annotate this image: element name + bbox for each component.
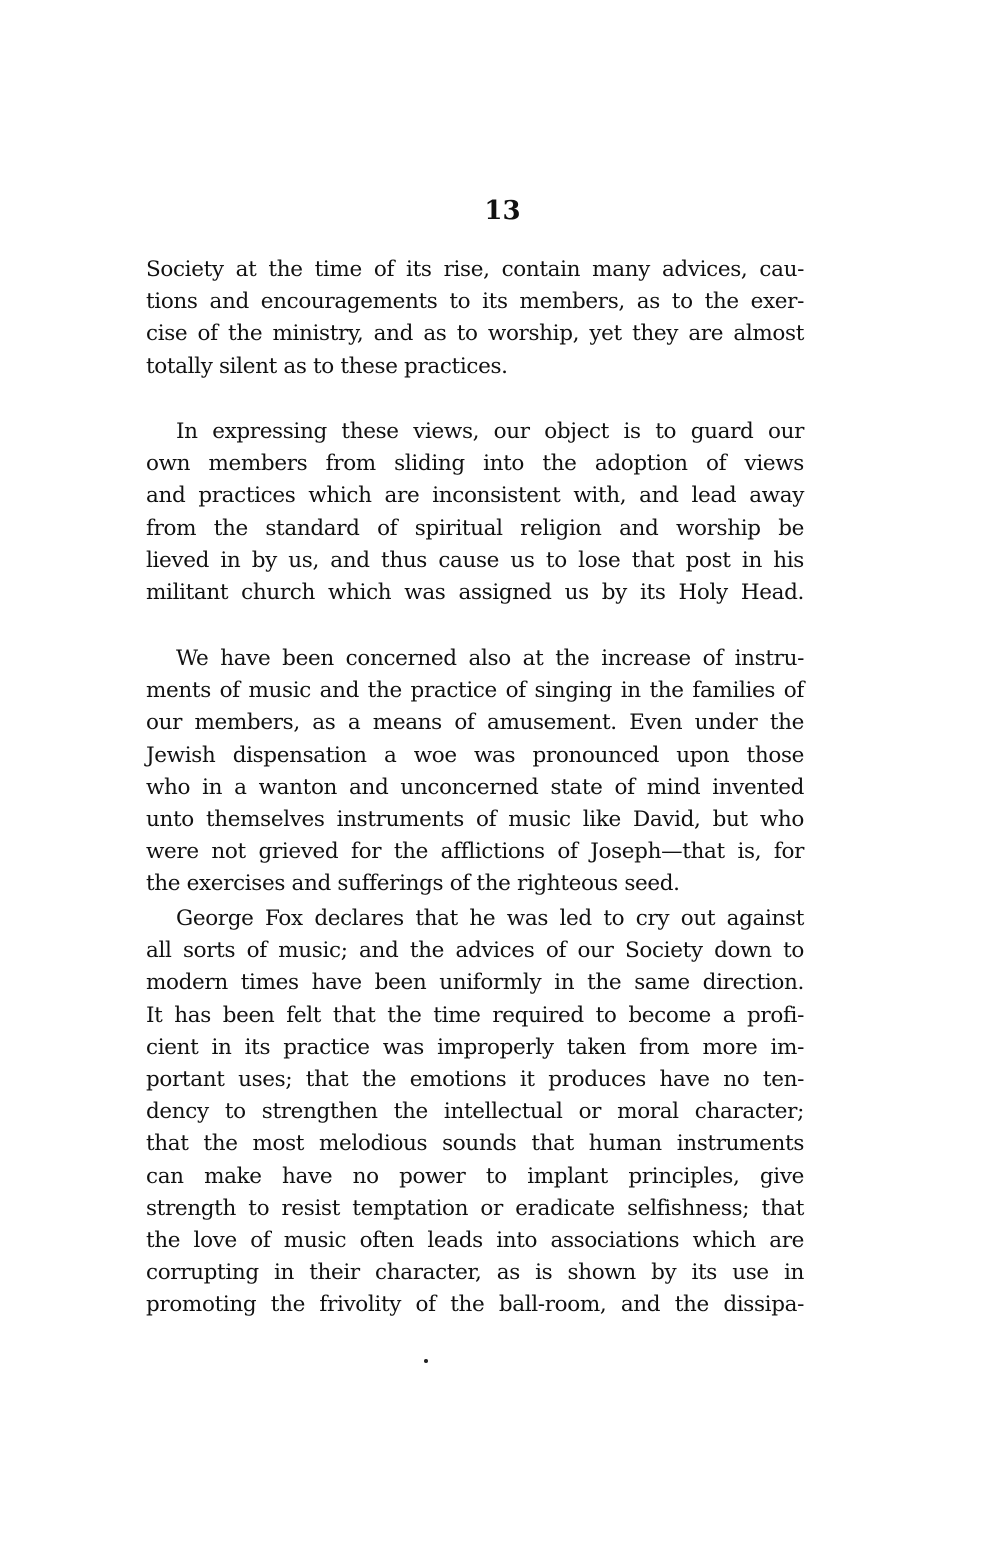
page-number: 13 xyxy=(484,196,521,226)
text-line: and practices which are inconsistent with, and lead away xyxy=(146,483,804,509)
text-line: unto themselves instruments of music like David, but who xyxy=(146,806,804,832)
text-line: that the most melodious sounds that human instruments xyxy=(146,1131,804,1157)
text-line: own members from sliding into the adoption of views xyxy=(146,451,804,477)
text-line: modern times have been uniformly in the same direction. xyxy=(146,970,804,996)
paragraph-3 xyxy=(146,643,804,901)
paragraph-4 xyxy=(146,903,804,1321)
text-line: the love of music often leads into associations which are xyxy=(146,1227,804,1253)
text-line: corrupting in their character, as is shown by its use in xyxy=(146,1260,804,1286)
text-line: In expressing these views, our object is to guard our xyxy=(176,419,804,444)
text-line: ments of music and the practice of singing in the families of xyxy=(146,678,804,704)
text-line: dency to strengthen the intellectual or moral character; xyxy=(146,1099,804,1125)
text-line: portant uses; that the emotions it produces have no ten- xyxy=(146,1066,804,1092)
text-line: lieved in by us, and thus cause us to lose that post in his xyxy=(146,547,804,573)
text-line: Society at the time of its rise, contain many advices, cau- xyxy=(146,257,804,282)
text-line: can make have no power to implant principles, give xyxy=(146,1163,804,1189)
text-line: who in a wanton and unconcerned state of mind invented xyxy=(146,774,804,800)
text-line: George Fox declares that he was led to cry out against xyxy=(176,906,804,931)
text-line: cient in its practice was improperly taken from more im- xyxy=(146,1034,804,1060)
text-line: It has been felt that the time required to become a profi- xyxy=(146,1002,804,1028)
text-line: cise of the ministry, and as to worship, yet they are almost xyxy=(146,321,804,347)
text-line: Jewish dispensation a woe was pronounced upon those xyxy=(146,742,804,768)
text-line: were not grieved for the afflictions of Joseph—that is, for xyxy=(146,839,804,865)
text-line: We have been concerned also at the increase of instru- xyxy=(176,646,804,671)
text-line: totally silent as to these practices. xyxy=(146,353,508,379)
text-line: all sorts of music; and the advices of our Society down to xyxy=(146,938,804,964)
text-line: from the standard of spiritual religion and worship be xyxy=(146,515,804,541)
text-line: tions and encouragements to its members, as to the exer- xyxy=(146,289,804,315)
text-line: promoting the frivolity of the ball-room, and the dissipa- xyxy=(146,1292,804,1318)
text-line: strength to resist temptation or eradicate selfishness; that xyxy=(146,1195,804,1221)
print-mark xyxy=(424,1359,428,1363)
text-line: militant church which was assigned us by its Holy Head. xyxy=(146,579,804,605)
text-line: the exercises and sufferings of the righteous seed. xyxy=(146,871,680,897)
text-line: our members, as a means of amusement. Even under the xyxy=(146,710,804,736)
paragraph-1 xyxy=(146,254,804,383)
paragraph-2 xyxy=(146,416,804,609)
